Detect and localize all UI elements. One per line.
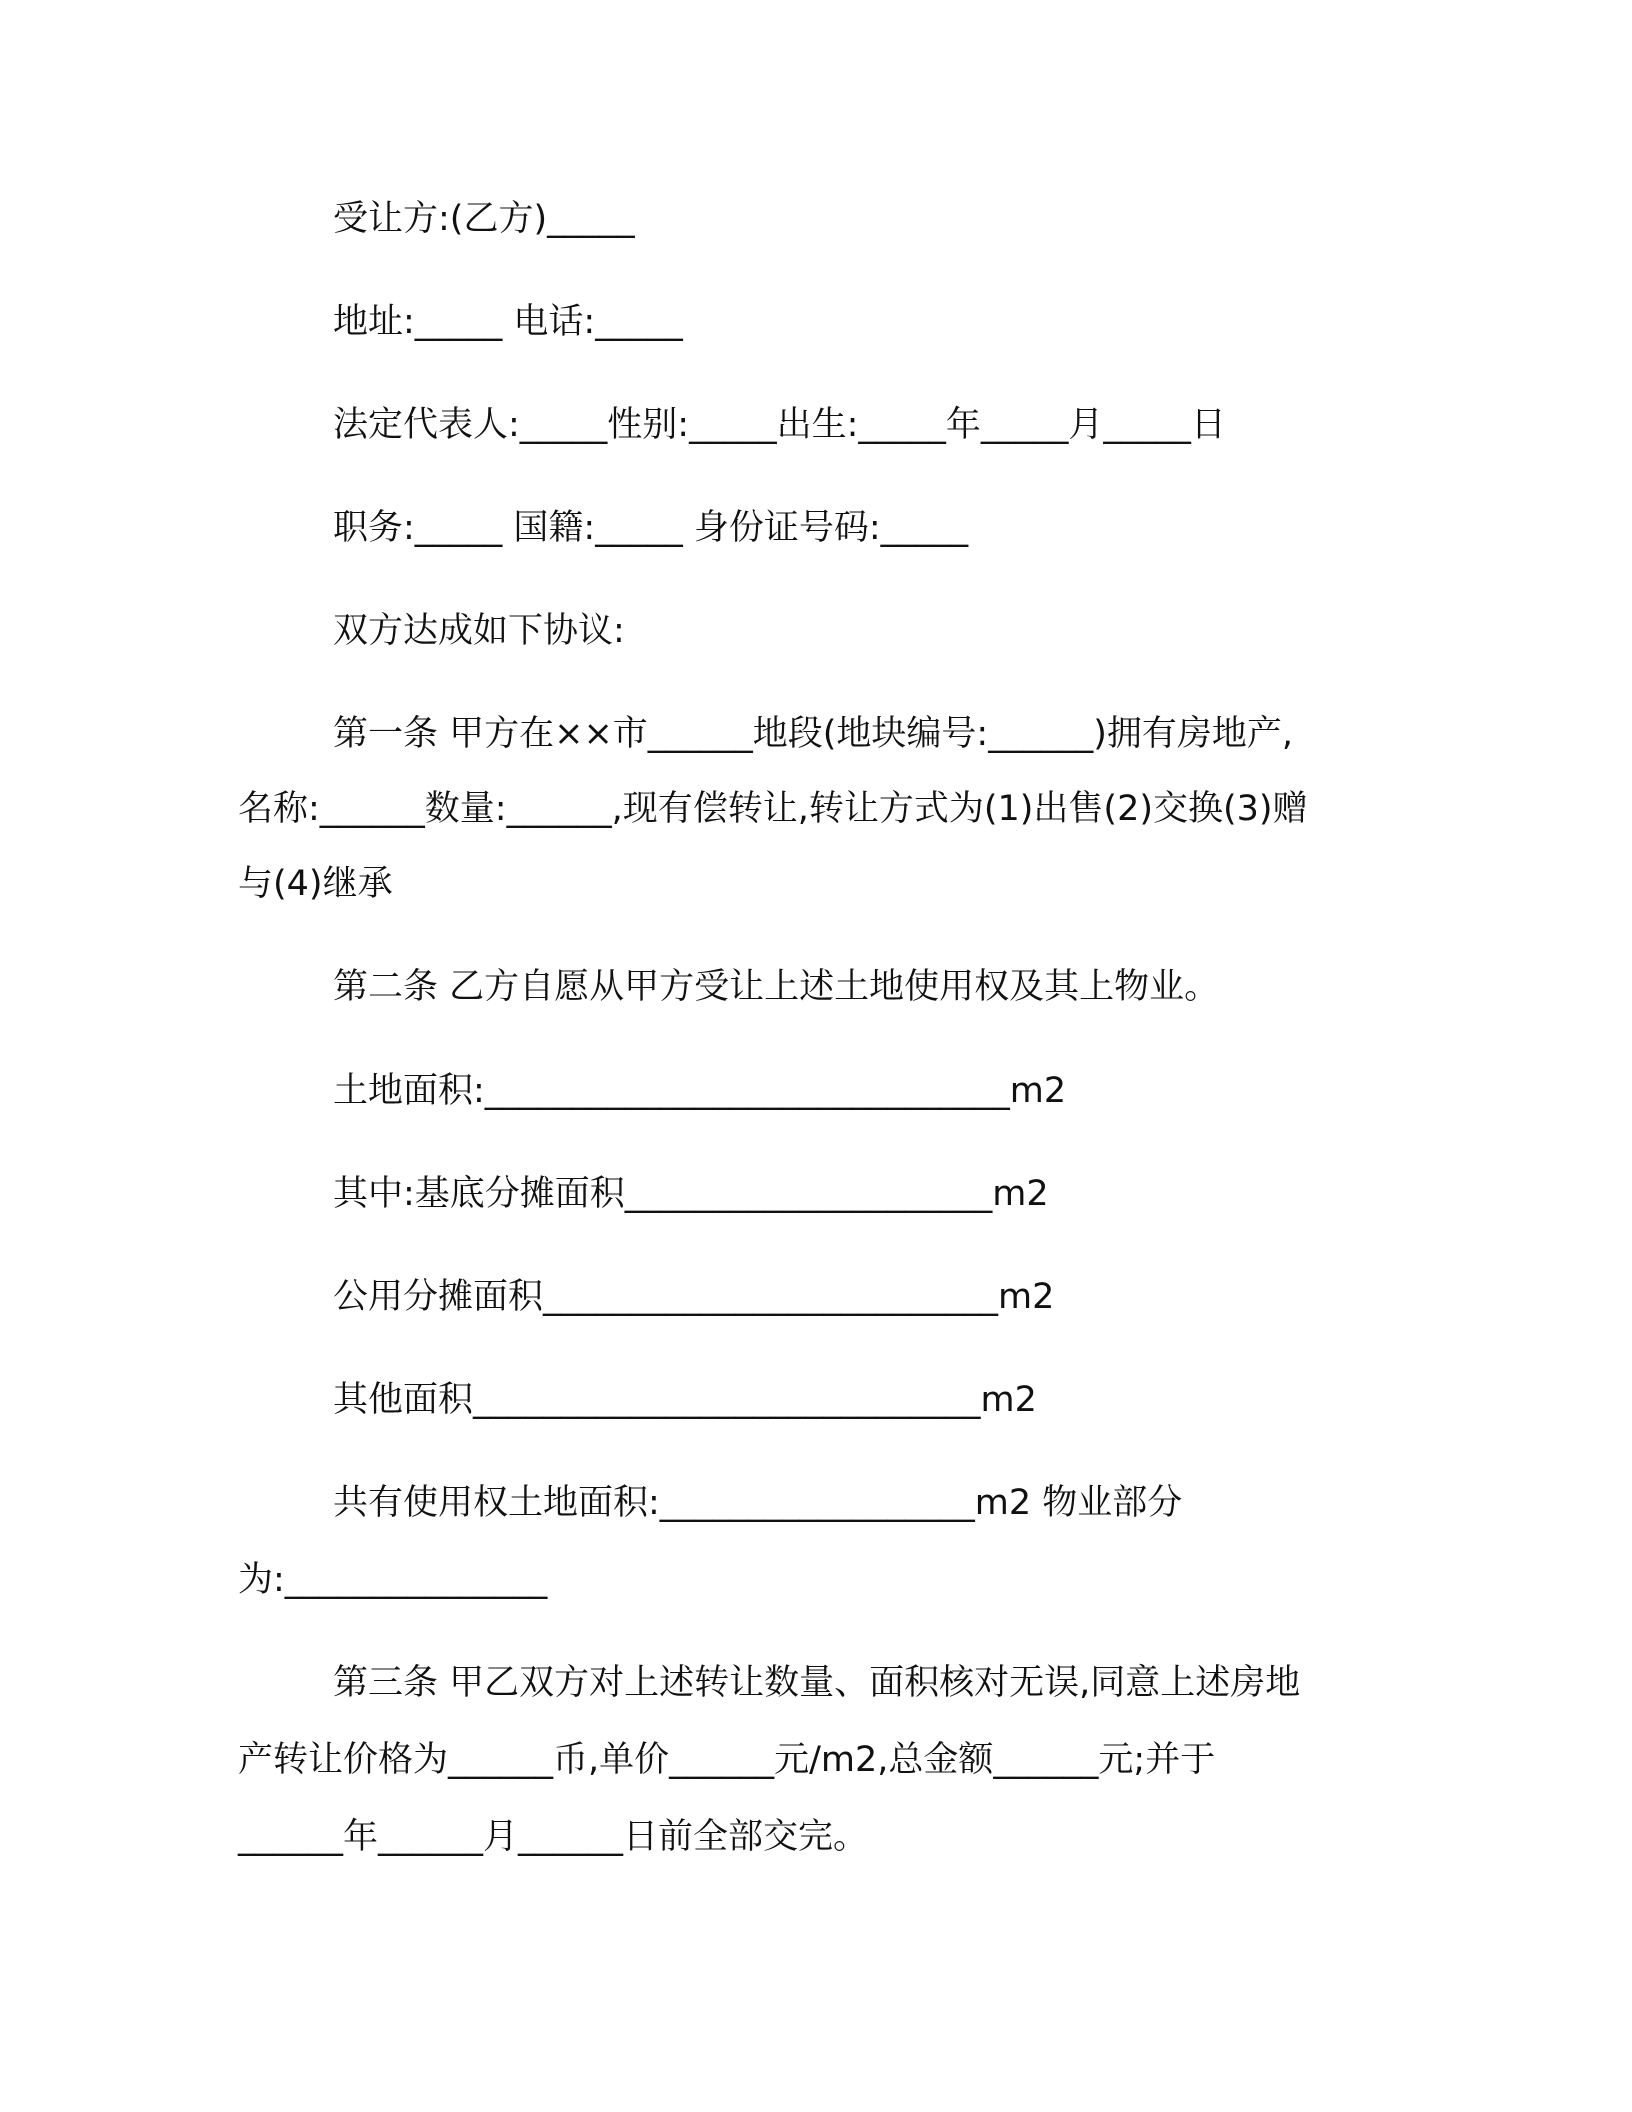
land-area-line: 土地面积:______________________________m2: [333, 1071, 1067, 1111]
position-nationality-id-line: 职务:_____ 国籍:_____ 身份证号码:_____: [333, 508, 969, 548]
transferee-line: 受让方:(乙方)_____: [333, 199, 635, 239]
other-area-line: 其他面积_____________________________m2: [333, 1380, 1037, 1420]
address-phone-line: 地址:_____ 电话:_____: [333, 302, 683, 342]
article-one-line-1: 第一条 甲方在××市______地段(地块编号:______)拥有房地产,: [333, 714, 1294, 754]
base-shared-area-line: 其中:基底分摊面积_____________________m2: [333, 1174, 1049, 1214]
article-three-line-2: 产转让价格为______币,单价______元/m2,总金额______元;并于: [238, 1740, 1216, 1780]
article-three-line-3: ______年______月______日前全部交完。: [238, 1817, 869, 1857]
property-part-line: 为:_______________: [238, 1560, 548, 1600]
legal-representative-line: 法定代表人:_____性别:_____出生:_____年_____月_____日: [333, 405, 1226, 445]
article-two-line: 第二条 乙方自愿从甲方受让上述土地使用权及其上物业。: [333, 967, 1220, 1007]
article-one-line-2: 名称:______数量:______,现有偿转让,转让方式为(1)出售(2)交换(3)赠: [238, 789, 1308, 829]
article-one-line-3: 与(4)继承: [238, 864, 393, 904]
public-shared-area-line: 公用分摊面积__________________________m2: [333, 1277, 1055, 1317]
article-three-line-1: 第三条 甲乙双方对上述转让数量、面积核对无误,同意上述房地: [333, 1663, 1301, 1703]
agreement-intro-line: 双方达成如下协议:: [333, 611, 625, 651]
shared-land-area-line: 共有使用权土地面积:__________________m2 物业部分: [333, 1483, 1183, 1523]
